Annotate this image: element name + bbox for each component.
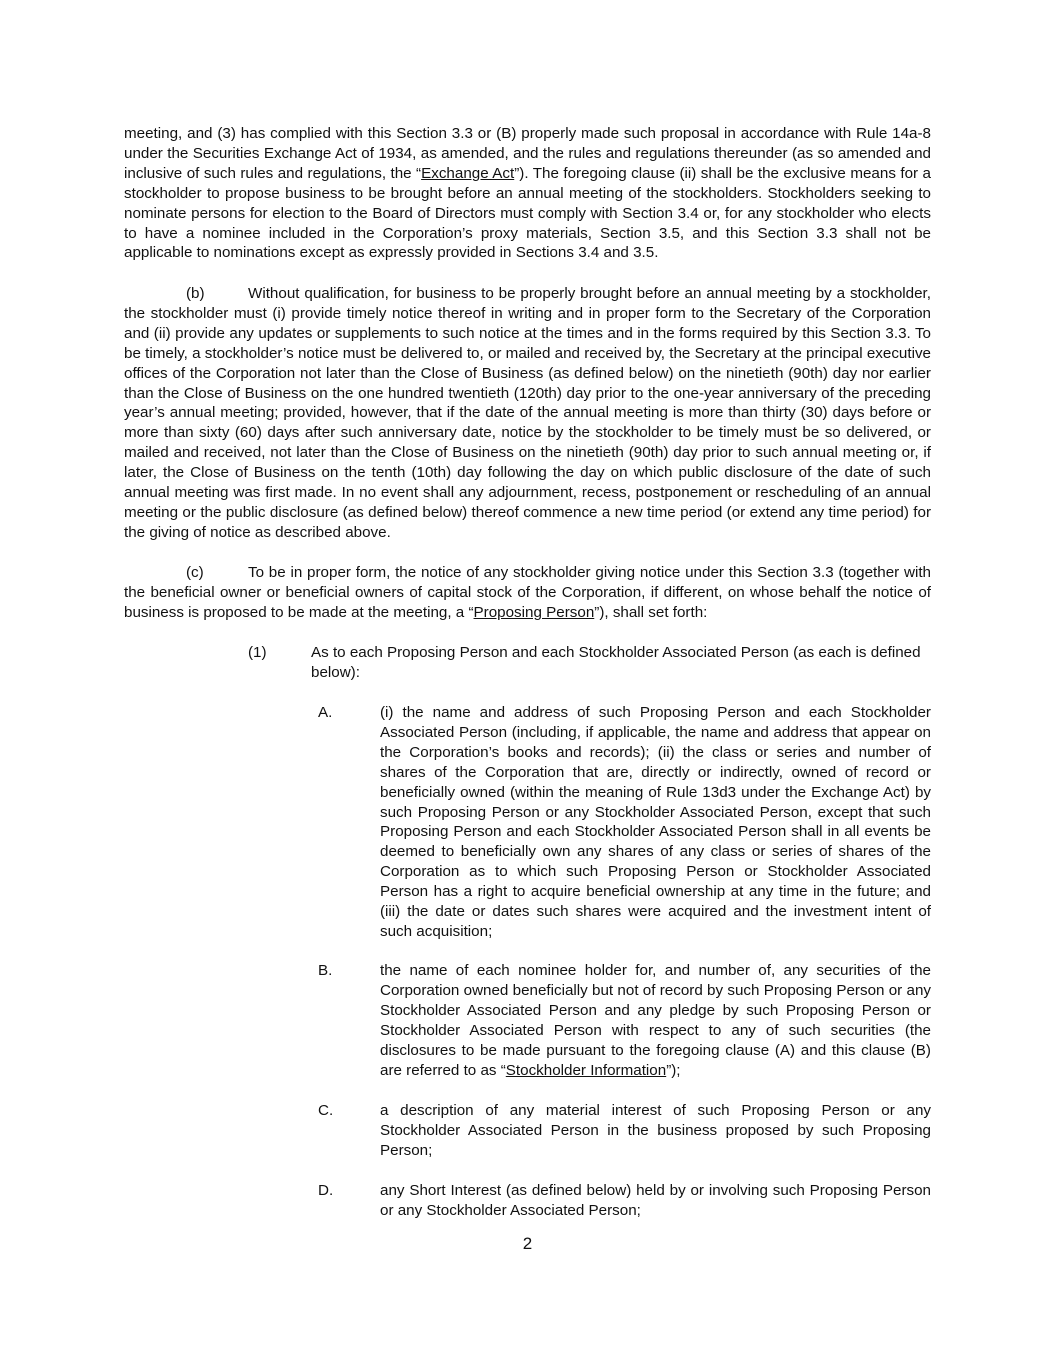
paragraph-text: Without qualification, for business to be properly brought before an annual meeting by a stockholder, the stockholder must (i) provide timely notice thereof in writing and in proper form to the Secretary of the Corporation and (ii) provide any updates or supplements to such notice at the times and in the forms required by this Section 3.3. To be timely, a stockholder’s notice must be delivered to, or mailed and received by, the Secretary at the principal executive offices of the Corporation not later than the Close of Business (as defined below) on the ninetieth (90th) day nor earlier than the Close of Business on the one hundred twentieth (120th) day prior to the one-year anniversary of the preceding year’s annual meeting; provided, however, that if the date of the annual meeting is more than thirty (30) days before or more than sixty (60) days after such anniversary date, notice by the stockholder to be timely must be so delivered, or mailed and received, not later than the Close of Business on the ninetieth (90th) day prior to such annual meeting or, if later, the Close of Business on the tenth (10th) day following the day on which public disclosure of the date of such annual meeting was first made. In no event shall any adjournment, recess, postponement or rescheduling of an annual meeting or the public disclosure (as defined below) thereof commence a new time period (or extend any time period) for the giving of notice as described above. bbox=[124, 285, 931, 541]
sub-item-text bbox=[380, 961, 931, 1080]
list-item-text: As to each Proposing Person and each Stockholder Associated Person (as each is defined below): bbox=[311, 644, 921, 681]
page-number: 2 bbox=[522, 1234, 533, 1253]
sub-item-text: a description of any material interest of such Proposing Person or any Stockholder Associated Person in the business proposed by such Proposing Person; bbox=[380, 1102, 931, 1159]
sub-item-text-part: the name of each nominee holder for, and number of, any securities of the Corporation owned beneficially but not of record by such Proposing Person or any Stockholder Associated Person and any pledge by such Proposing Person or Stockholder Associated Person with respect to any of such securities (the disclosures to be made pursuant to the foregoing clause (A) and this clause (B) are referred to as “ bbox=[380, 962, 931, 1079]
paragraph-c bbox=[124, 563, 931, 623]
paragraph-b bbox=[124, 284, 931, 543]
paragraph-text: To be in proper form, the notice of any stockholder giving notice under this Section 3.3 (together with the beneficial owner or beneficial owners of capital stock of the Corporation, if different, on whose behalf the notice of business is proposed to be made at the meeting, a “ bbox=[124, 564, 931, 621]
sub-item-label: D. bbox=[318, 1182, 334, 1199]
paragraph-text: meeting, and (3) has complied with this Section 3.3 or (B) properly made such proposal in accordance with Rule 14a-8 under the Securities Exchange Act of 1934, as amended, and the rules and regulations thereunder (as so amended and inclusive of such rules and regulations, the “ bbox=[124, 125, 931, 182]
paragraph-label: (b) bbox=[186, 285, 205, 302]
paragraph-text: ”). The foregoing clause (ii) shall be the exclusive means for a stockholder to propose business to be brought before an annual meeting of the stockholders. Stockholders seeking to nominate persons for election to the Board of Directors must comply with Section 3.4 or, for any stockholder who elects to have a nominee included in the Corporation’s proxy materials, Section 3.5, and this Section 3.3 shall not be applicable to nominations except as expressly provided in Sections 3.4 and 3.5. bbox=[124, 164, 931, 262]
paragraph-text: ”), shall set forth: bbox=[594, 603, 708, 621]
paragraph-continuation bbox=[124, 124, 931, 263]
sub-item-text-part: ”); bbox=[666, 1061, 681, 1079]
defined-term-exchange-act: Exchange Act bbox=[421, 164, 515, 182]
sub-item-text: (i) the name and address of such Proposing Person and each Stockholder Associated Person (including, if applicable, the name and address that appear on the Corporation’s books and records); (ii) the class or series and number of shares of the Corporation that are, directly or indirectly, owned of record or beneficially owned (within the meaning of Rule 13d3 under the Exchange Act) by such Proposing Person or any Stockholder Associated Person, except that such Proposing Person and each Stockholder Associated Person shall in all events be deemed to beneficially own any shares of any class or series of shares of the Corporation as to which such Proposing Person or Stockholder Associated Person has a right to acquire beneficial ownership at any time in the future; and (iii) the date or dates such shares were acquired and the investment intent of such acquisition; bbox=[380, 704, 931, 940]
defined-term-proposing-person: Proposing Person bbox=[473, 603, 595, 621]
sub-item-label: B. bbox=[318, 962, 333, 979]
sub-item-text: any Short Interest (as defined below) held by or involving such Proposing Person or any Stockholder Associated Person; bbox=[380, 1182, 931, 1219]
defined-term-stockholder-information: Stockholder Information bbox=[505, 1061, 667, 1079]
paragraph-label: (c) bbox=[186, 564, 204, 581]
list-item-label: (1) bbox=[248, 644, 267, 661]
sub-item-label: A. bbox=[318, 704, 333, 721]
sub-item-label: C. bbox=[318, 1102, 334, 1119]
